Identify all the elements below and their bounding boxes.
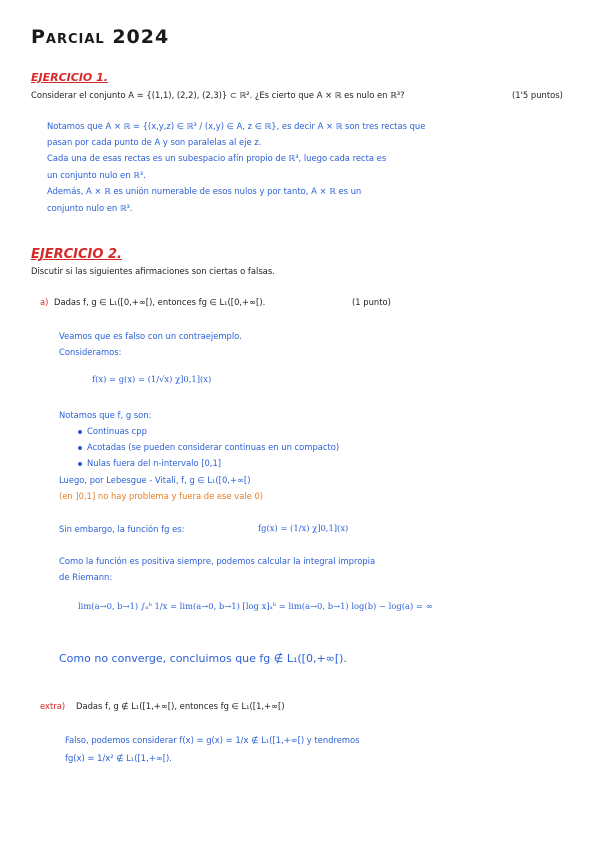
ex2a-line: Luego, por Lebesgue - Vitali, f, g ∈ L₁([0,+∞[): [59, 475, 251, 485]
ex2a-limit: lim(a→0, b→1) ∫ₐᵇ 1/x = lim(a→0, b→1) [log x]ₐᵇ = lim(a→0, b→1) log(b) − log(a) = ∞: [78, 601, 433, 611]
ex1-answer-line: conjunto nulo en ℝ³.: [47, 203, 133, 213]
ex2a-conclusion: Como no converge, concluimos que fg ∉ L₁([0,+∞[).: [59, 652, 347, 665]
bullet-icon: [78, 446, 82, 450]
ex2a-points: (1 punto): [352, 297, 391, 307]
ex2-intro: Discutir si las siguientes afirmaciones son ciertas o falsas.: [31, 266, 275, 276]
extra-label: extra): [40, 701, 66, 711]
ex2a-bullet-text: Continuas cpp: [87, 426, 147, 436]
ex1-answer-line: un conjunto nulo en ℝ³.: [47, 170, 146, 180]
ex2a-line: Veamos que es falso con un contraejemplo.: [59, 331, 242, 341]
ex2a-statement: Dadas f, g ∈ L₁([0,+∞[), entonces fg ∈ L₁([0,+∞[).: [54, 297, 266, 307]
ex1-answer-line: pasan por cada punto de A y son paralelas al eje z.: [47, 137, 262, 147]
ex1-statement: Considerar el conjunto A = {(1,1), (2,2), (2,3)} ⊂ ℝ². ¿Es cierto que A × ℝ es nulo en ℝ³?: [31, 90, 405, 100]
extra-line: fg(x) = 1/x² ∉ L₁([1,+∞[).: [65, 753, 172, 763]
ex2a-bullet-text: Nulas fuera del n-intervalo [0,1]: [87, 458, 222, 468]
ex2a-formula: f(x) = g(x) = (1/√x) χ]0,1](x): [92, 374, 212, 384]
ex1-answer-line: Además, A × ℝ es unión numerable de esos nulos y por tanto, A × ℝ es un: [47, 186, 362, 196]
bullet-icon: [78, 430, 82, 434]
ex2a-bullet-text: Acotadas (se pueden considerar continuas en un compacto): [87, 442, 340, 452]
ex2a-label: a): [40, 297, 49, 307]
ex2a-bullet: [78, 442, 339, 452]
ex1-heading: EJERCICIO 1.: [31, 71, 108, 84]
ex2a-line: de Riemann:: [59, 572, 113, 582]
ex2a-bullet: [78, 458, 221, 468]
ex2-heading: EJERCICIO 2.: [31, 247, 122, 262]
ex2a-line: Como la función es positiva siempre, podemos calcular la integral impropia: [59, 556, 376, 566]
ex1-answer-line: Cada una de esas rectas es un subespacio afín propio de ℝ³, luego cada recta es: [47, 153, 387, 163]
ex1-points: (1'5 puntos): [512, 90, 563, 100]
ex2a-line: Notamos que f, g son:: [59, 410, 152, 420]
ex2a-line: Sin embargo, la función fg es:: [59, 524, 185, 534]
ex2a-formula: fg(x) = (1/x) χ]0,1](x): [258, 523, 349, 533]
ex2a-bullet: [78, 426, 147, 436]
extra-line: Falso, podemos considerar f(x) = g(x) = 1/x ∉ L₁([1,+∞[) y tendremos: [65, 735, 360, 745]
ex1-answer-line: Notamos que A × ℝ = {(x,y,z) ∈ ℝ³ / (x,y) ∈ A, z ∈ ℝ}, es decir A × ℝ son tres rectas que: [47, 121, 426, 131]
extra-statement: Dadas f, g ∉ L₁([1,+∞[), entonces fg ∈ L₁([1,+∞[): [76, 701, 285, 711]
bullet-icon: [78, 462, 82, 466]
ex2a-orange-note: (en ]0,1] no hay problema y fuera de ese vale 0): [59, 491, 264, 501]
page-title: Parcial 2024: [31, 26, 170, 48]
ex2a-line: Consideramos:: [59, 347, 122, 357]
